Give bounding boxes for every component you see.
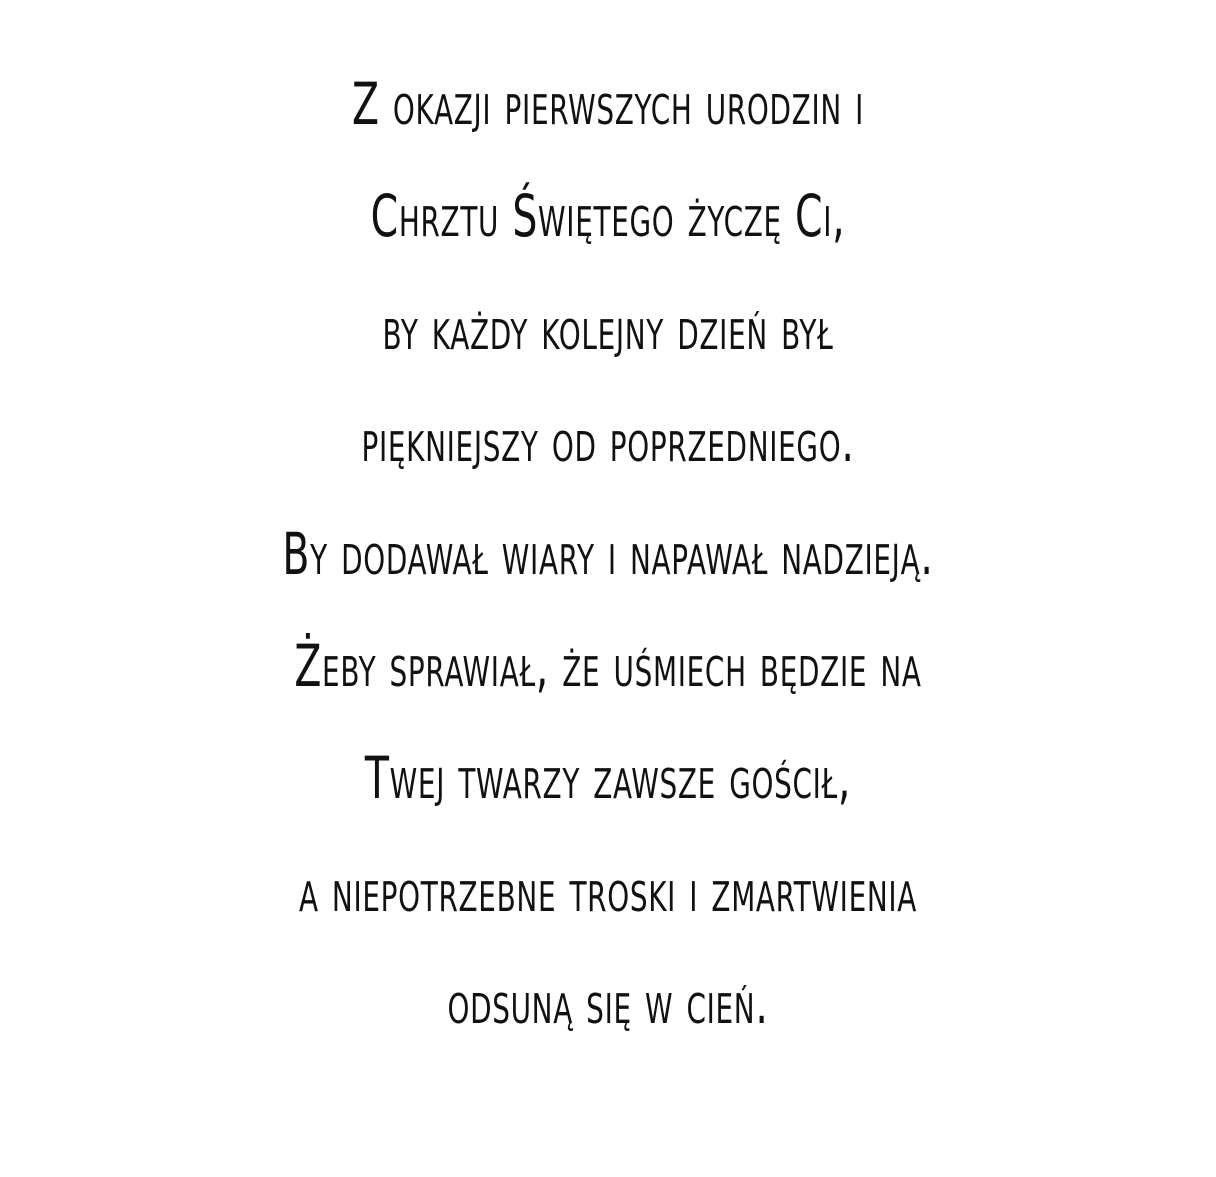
poem-line-6: Żeby sprawiał, że uśmiech będzie na bbox=[294, 631, 922, 700]
poem-line-1: Z okazji pierwszych urodzin i bbox=[351, 70, 865, 138]
greeting-poem bbox=[0, 48, 1216, 1060]
poem-line-8: a niepotrzebne troski i zmartwienia bbox=[298, 856, 918, 925]
poem-line-3: by każdy kolejny dzień był bbox=[382, 294, 834, 363]
poem-line-4: piękniejszy od poprzedniego. bbox=[361, 407, 855, 476]
poem-line-9: odsuną się w cień. bbox=[447, 969, 769, 1038]
poem-line-7: Twej twarzy zawsze gościł, bbox=[364, 744, 852, 813]
poem-line-2: Chrztu Świętego życzę Ci, bbox=[370, 182, 846, 251]
poem-line-5: By dodawał wiary i napawał nadzieją. bbox=[282, 519, 934, 588]
